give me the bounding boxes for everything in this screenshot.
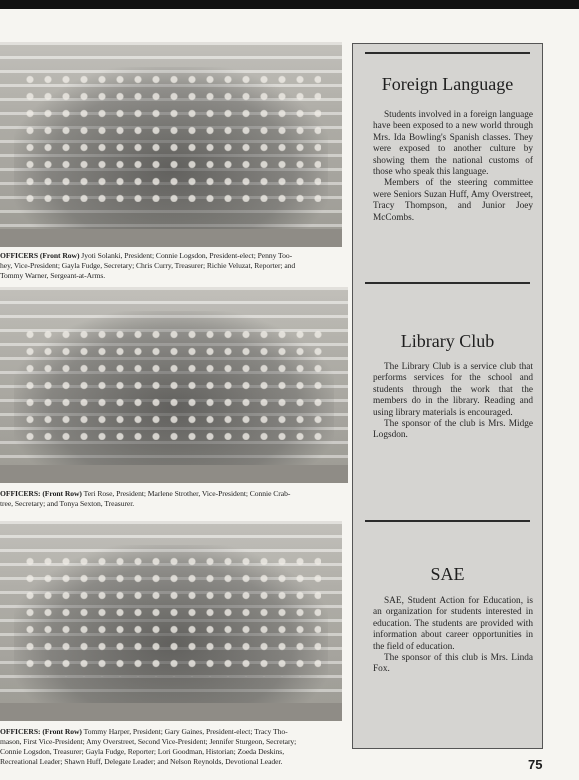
caption-foreign-language: OFFICERS (Front Row) Jyoti Solanki, President; Connie Logsdon, President-elect; Penny Too- hey, Vice-President; Gayla Fudge, Secretary; Chris Curry, Treasurer; Richie Veluzat, Reporter; and Tommy Warner, Sergeant-at-Arms. [0,251,296,280]
caption-library-club: OFFICERS: (Front Row) Teri Rose, President; Marlene Strother, Vice-President; Connie Crab- tree, Secretary; and Tonya Sexton, Treasurer. [0,489,291,508]
section-title-library-club: Library Club [400,331,495,351]
section-body-foreign-language: Students involved in a foreign language have been exposed to a new world through Mrs. Ida Bowling's Spanish classes. They were exposed to another culture by showing them the national customs of those who speak this language. Members of the steering committee were Seniors Suzan Huff, Amy Overstreet, Tracy Thompson, and Junior Joey McCombs. [373,110,533,223]
group-photo-foreign-language [0,42,342,247]
top-border [0,0,579,9]
divider [365,282,530,284]
divider [365,520,530,522]
divider [365,52,530,54]
group-photo-sae [0,521,342,721]
section-body-sae: SAE, Student Action for Education, is an organization for students interested in education. The students are provided with information about career opportunities in the field of education. The sponsor of this club is Mrs. Linda Fox. [373,596,533,675]
section-body-library-club: The Library Club is a service club that performs services for the school and students through the work that the members do in the library. Reading and using library materials is encouraged. The sponsor of the club is Mrs. Midge Logsdon. [373,362,533,441]
section-title-foreign-language: Foreign Language [381,74,514,94]
caption-sae: OFFICERS: (Front Row) Tommy Harper, President; Gary Gaines, President-elect; Tracy Tho- mason, First Vice-President; Amy Overstreet, Second Vice-President; Jennifer Sturgeon, Secretary; Connie Logsdon, Treasurer; Gayla Fudge, Reporter; Lori Goodman, Historian; Zoeda Deskins, Recreational Leader; Shawn Huff, Delegate Leader; and Nelson Reynolds, Devotional Leader. [0,727,297,766]
page-number: 75 [528,757,543,772]
group-photo-library-club [0,287,348,483]
section-title-sae: SAE [430,564,465,584]
club-descriptions-sidebar [352,43,543,749]
